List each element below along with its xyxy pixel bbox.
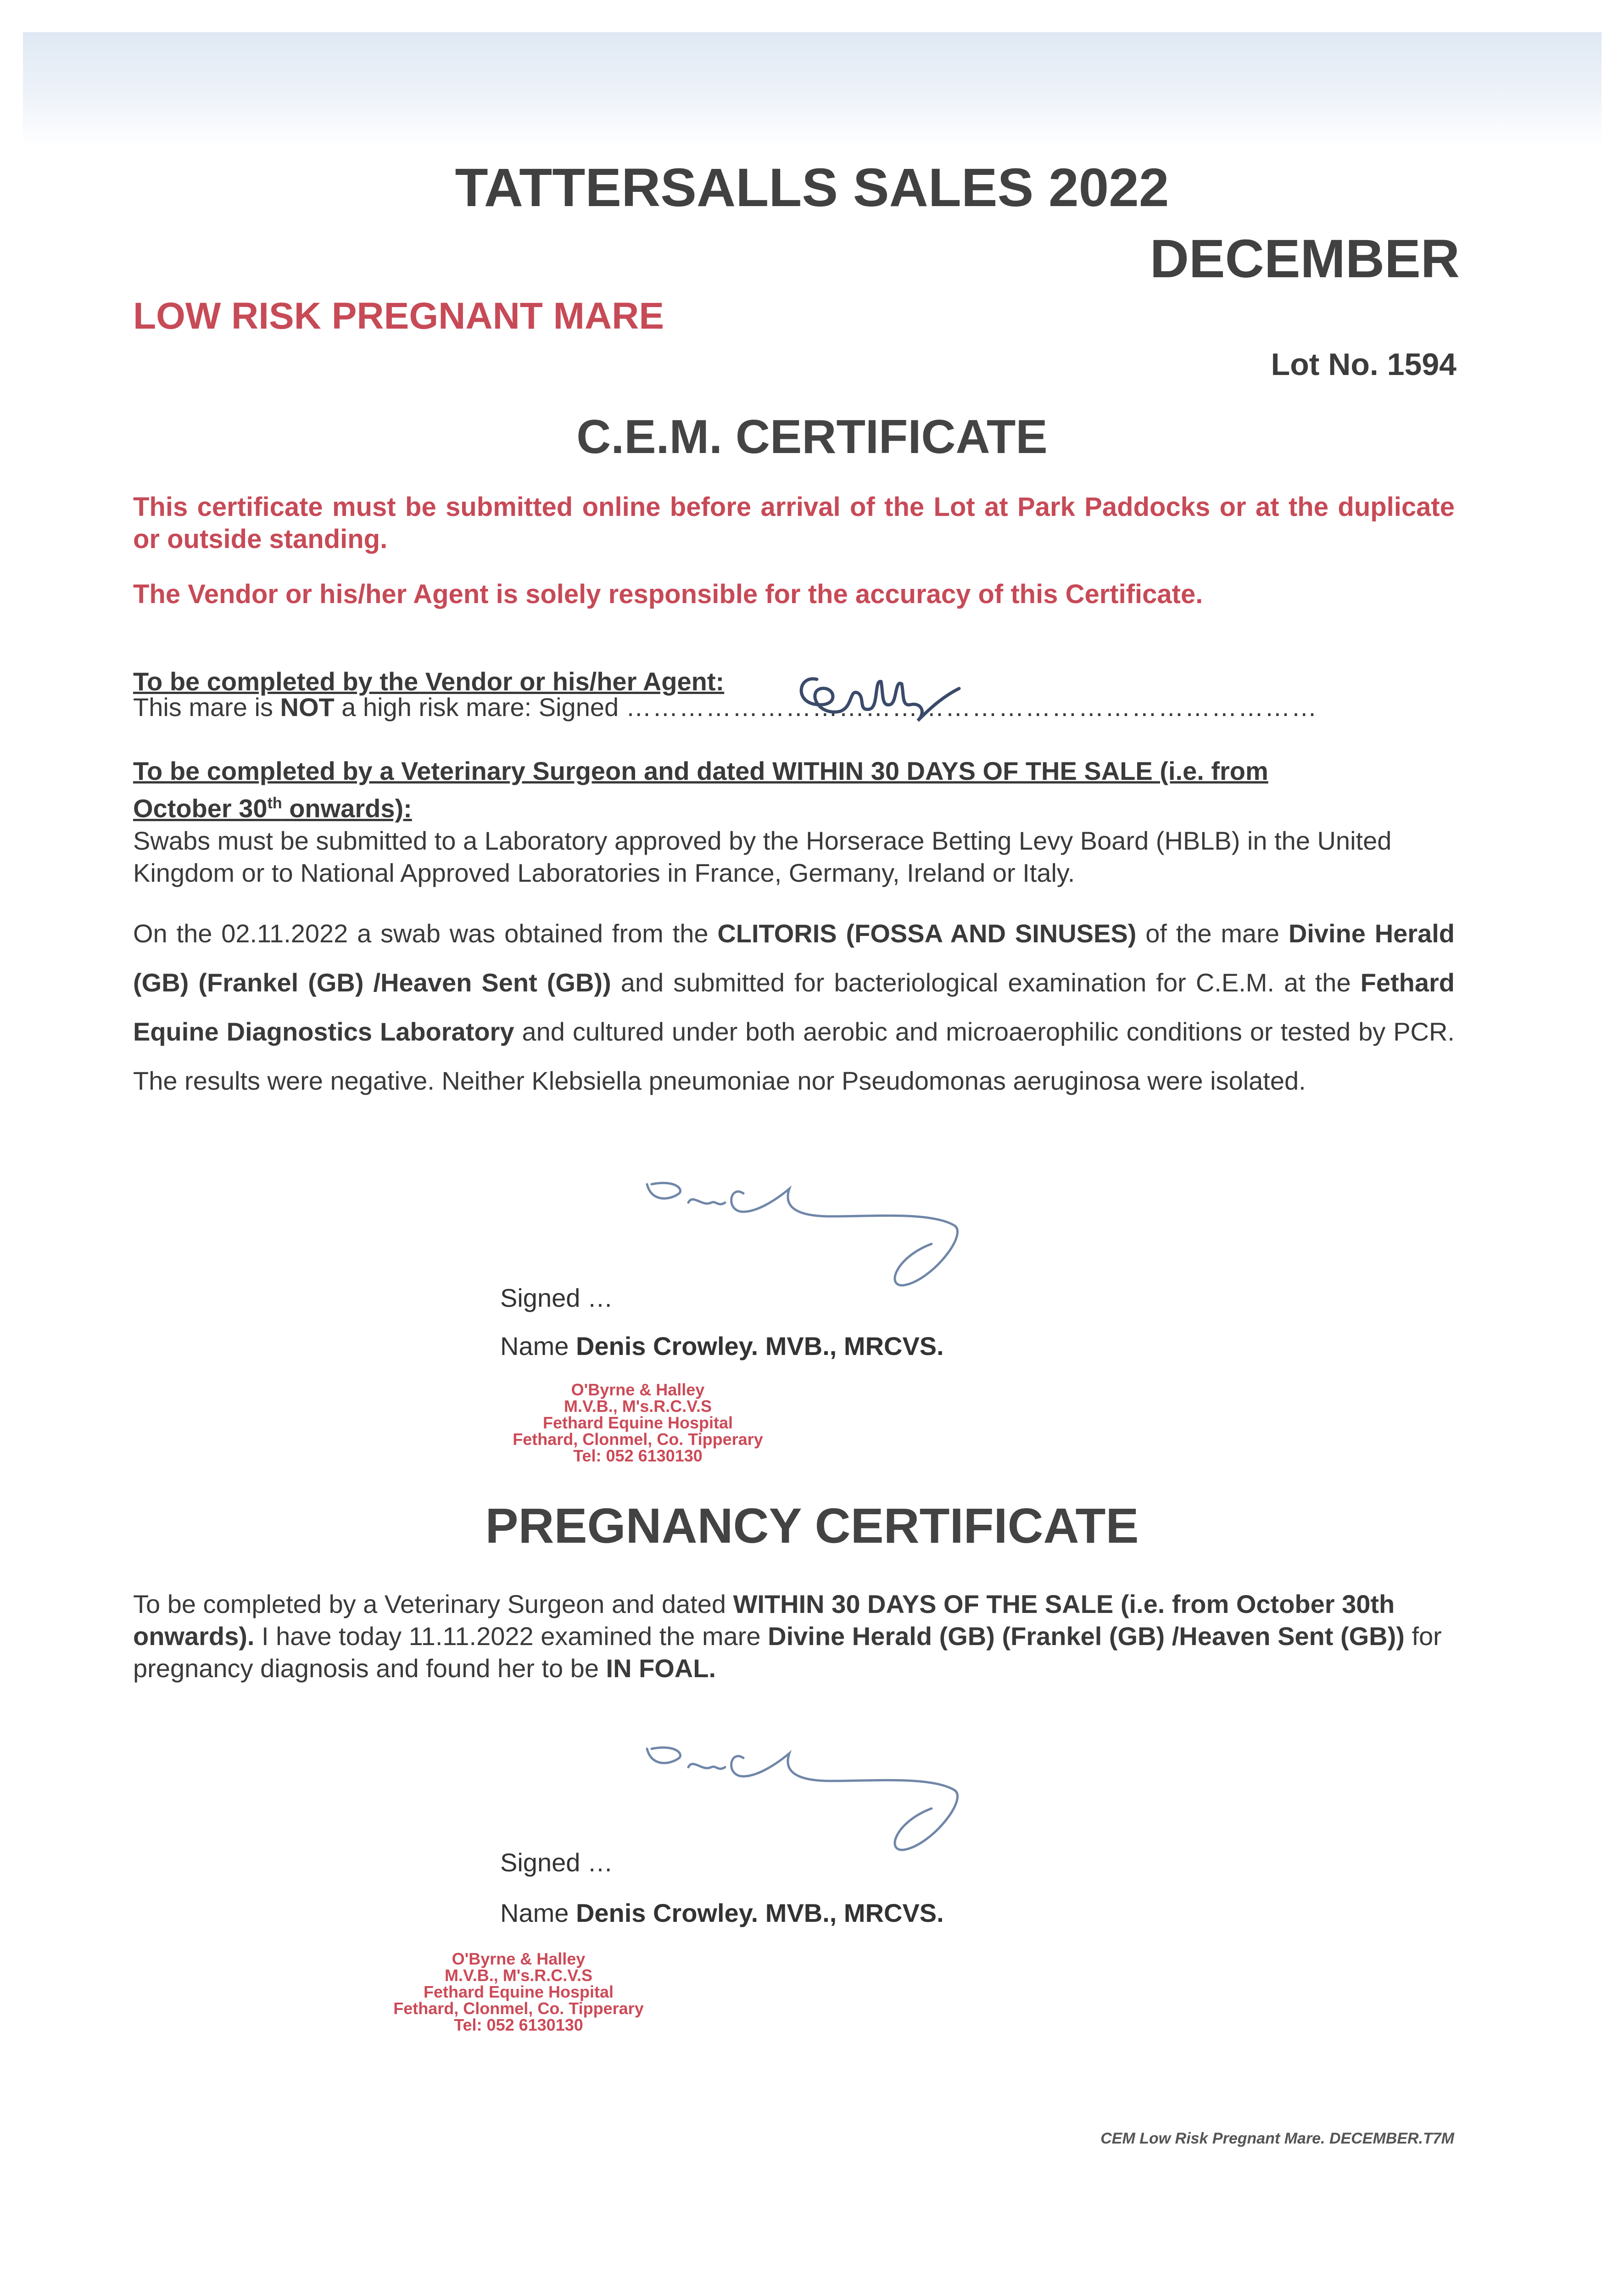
vendor-line-pre: This mare is	[133, 693, 280, 722]
stamp-line-3: Fethard Equine Hospital	[423, 1982, 614, 2001]
result-text-2: of the mare	[1136, 919, 1289, 948]
result-mare-name: Divine Herald (GB) (Frankel (GB) /Heaven Sent (GB))	[133, 919, 1455, 997]
vet-signature-pregnancy	[638, 1740, 968, 1864]
preg-text-2: I have today 11.11.2022 examined the mare	[254, 1622, 768, 1651]
preg-name-label: Name	[500, 1898, 576, 1927]
stamp-line-5: Tel: 052 6130130	[454, 2015, 583, 2034]
vendor-signature-dots: ……………………………………………………………………	[625, 693, 1318, 722]
cem-name-value: Denis Crowley. MVB., MRCVS.	[575, 1332, 944, 1360]
vet-signature-cem	[638, 1175, 968, 1299]
pregnancy-certificate-heading: PREGNANCY CERTIFICATE	[485, 1498, 1139, 1553]
cem-result-statement	[133, 909, 1455, 1105]
practice-stamp-pregnancy	[340, 1951, 698, 2033]
stamp-line-1: O'Byrne & Halley	[571, 1380, 705, 1399]
scan-header-shading	[23, 32, 1602, 147]
sale-month: DECEMBER	[1150, 229, 1460, 289]
preg-result: IN FOAL.	[606, 1654, 716, 1683]
result-text-3: and submitted for bacteriological examination for C.E.M. at the	[611, 968, 1361, 997]
cem-certificate-heading: C.E.M. CERTIFICATE	[576, 410, 1048, 464]
submission-notice: This certificate must be submitted online before arrival of the Lot at Park Paddocks or at the duplicate or outside standing.	[133, 492, 1455, 554]
form-footer-code: CEM Low Risk Pregnant Mare. DECEMBER.T7M	[1100, 2130, 1454, 2147]
practice-stamp-cem	[459, 1382, 817, 1464]
vendor-line-not: NOT	[280, 693, 335, 722]
risk-category: LOW RISK PREGNANT MARE	[133, 295, 664, 337]
vet-heading-sup: th	[267, 795, 282, 812]
cem-signed-label: Signed …	[500, 1283, 613, 1312]
preg-text-3: for pregnancy diagnosis and found her to be	[133, 1622, 1442, 1683]
preg-name-value: Denis Crowley. MVB., MRCVS.	[575, 1898, 944, 1927]
vendor-section-heading: To be completed by the Vendor or his/her Agent:	[133, 667, 725, 696]
responsibility-notice: The Vendor or his/her Agent is solely responsible for the accuracy of this Certificate.	[133, 579, 1203, 609]
preg-vet-name	[500, 1900, 944, 1926]
stamp-line-5: Tel: 052 6130130	[573, 1446, 703, 1465]
swab-requirements: Swabs must be submitted to a Laboratory approved by the Horserace Betting Levy Board (HBLB) in the United Kingdom or to National Approved Laboratories in France, Germany, Ireland or Italy.	[133, 826, 1392, 887]
cem-name-label: Name	[500, 1332, 576, 1360]
preg-timing: WITHIN 30 DAYS OF THE SALE (i.e. from October 30th onwards).	[133, 1590, 1395, 1651]
vet-heading-onwards: onwards):	[282, 794, 412, 823]
result-laboratory: Fethard Equine Diagnostics Laboratory	[133, 968, 1455, 1046]
sale-title: TATTERSALLS SALES 2022	[455, 157, 1169, 218]
preg-text-1: To be completed by a Veterinary Surgeon and dated	[133, 1590, 733, 1618]
cem-vet-name	[500, 1333, 944, 1359]
vet-heading-date: October 30	[133, 794, 268, 823]
stamp-line-2: M.V.B., M's.R.C.V.S	[564, 1397, 712, 1416]
pregnancy-statement	[133, 1588, 1455, 1685]
vendor-line-post: a high risk mare: Signed	[334, 693, 626, 722]
stamp-line-3: Fethard Equine Hospital	[542, 1413, 733, 1432]
vet-section-heading-line1: To be completed by a Veterinary Surgeon and dated WITHIN 30 DAYS OF THE SALE (i.e. from	[133, 756, 1268, 785]
result-text-4: and cultured under both aerobic and microaerophilic conditions or tested by PCR. The results were negative. Neither Klebsiella pneumoniae nor Pseudomonas aeruginosa were isolated.	[133, 1017, 1455, 1095]
stamp-line-1: O'Byrne & Halley	[452, 1949, 586, 1968]
result-swab-site: CLITORIS (FOSSA AND SINUSES)	[717, 919, 1137, 948]
vet-section-heading-line2	[133, 787, 1455, 825]
stamp-line-2: M.V.B., M's.R.C.V.S	[445, 1966, 592, 1985]
vendor-signature	[789, 661, 964, 739]
preg-mare-name: Divine Herald (GB) (Frankel (GB) /Heaven Sent (GB))	[768, 1622, 1405, 1651]
vet-section	[133, 755, 1455, 889]
stamp-line-4: Fethard, Clonmel, Co. Tipperary	[513, 1430, 763, 1449]
lot-number: Lot No. 1594	[1271, 347, 1457, 382]
stamp-line-4: Fethard, Clonmel, Co. Tipperary	[393, 1999, 644, 2018]
preg-signed-label: Signed …	[500, 1848, 613, 1877]
result-text-1: On the 02.11.2022 a swab was obtained from the	[133, 919, 718, 948]
